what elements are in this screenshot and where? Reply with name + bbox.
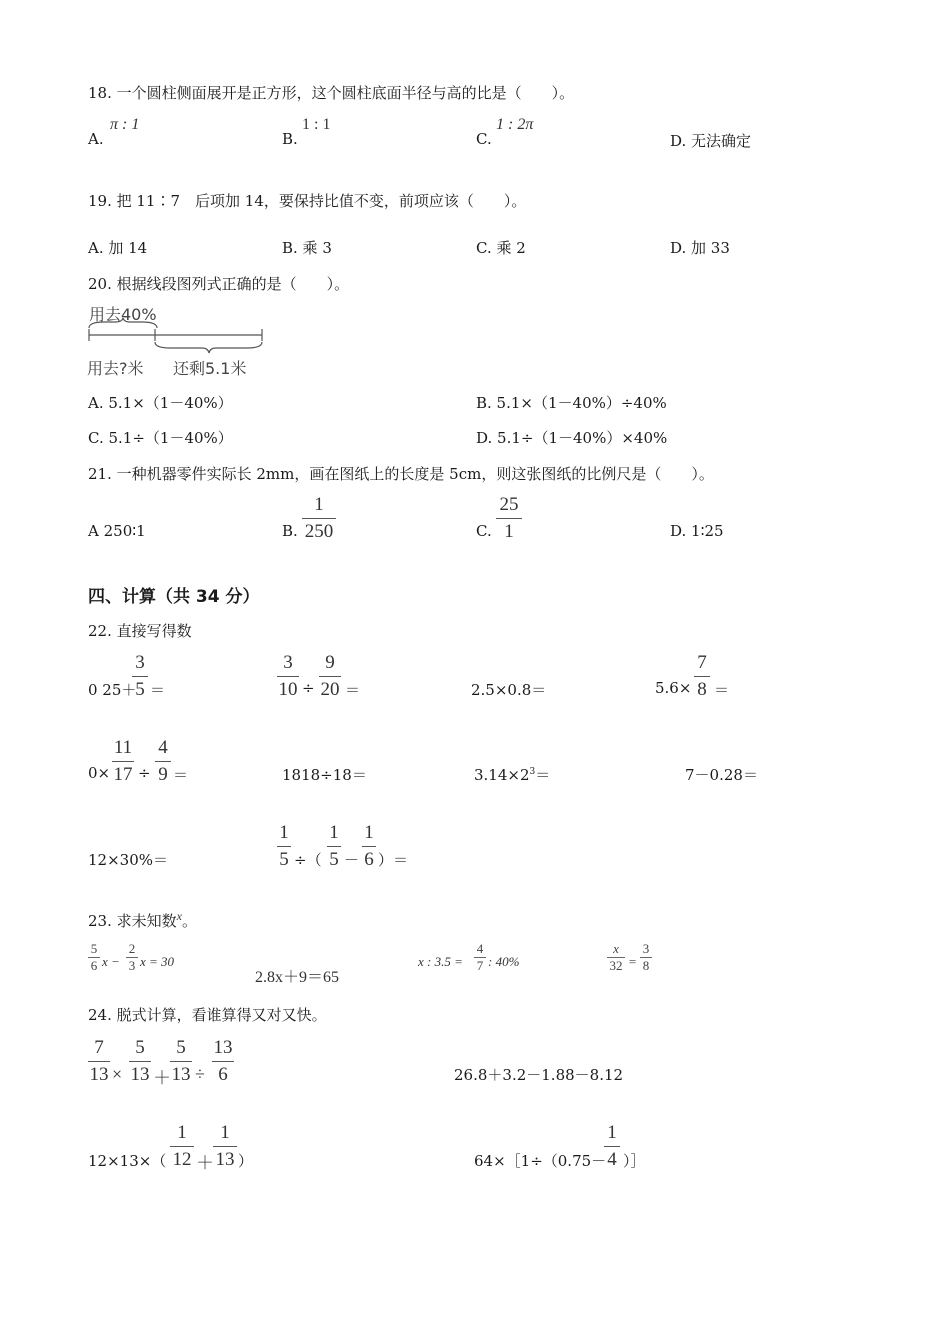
q22-e10-fraction-2 (327, 822, 341, 871)
fraction-bar (212, 1061, 234, 1062)
fraction-bar (277, 676, 299, 677)
numerator: 13 (213, 1037, 233, 1058)
numerator: 1 (607, 1122, 617, 1143)
q24-e3-fraction-2 (213, 1122, 237, 1171)
q22-e1-fraction (132, 652, 148, 701)
q24-e4-prefix: 64×［1÷（0.75－ (474, 1152, 607, 1170)
q20-diagram-top-label: 用去40% (89, 305, 157, 324)
q18-option-a-letter: A. (88, 130, 104, 148)
q20-top-brace (89, 318, 157, 328)
q22-e2-suffix: ＝ (345, 681, 361, 699)
fraction-bar (319, 676, 341, 677)
q22-e10-fraction-1 (277, 822, 291, 871)
q21-option-b-fraction (302, 494, 336, 543)
q18-stem: 18. 一个圆柱侧面展开是正方形，这个圆柱底面半径与高的比是（ ）。 (88, 84, 575, 102)
denominator: 32 (609, 958, 623, 973)
fraction-bar (604, 1146, 620, 1147)
fraction-bar (302, 518, 336, 519)
q22-e4-suffix: ＝ (714, 681, 730, 699)
q21-b-numerator: 1 (314, 494, 324, 515)
q23-stem-prefix: 23. 求未知数 (88, 912, 177, 930)
q24-e1-op-1: × (112, 1064, 123, 1084)
q23-eq4-equals: = (628, 954, 637, 969)
q22-e5-fraction-1 (112, 737, 134, 786)
q24-e1-fraction-2 (129, 1037, 151, 1086)
q21-stem: 21. 一种机器零件实际长 2mm，画在图纸上的长度是 5cm，则这张图纸的比例尺是（ ）。 (88, 465, 714, 483)
q22-e7 (474, 764, 550, 785)
q22-e4-fraction (694, 652, 710, 701)
q22-e7-suffix: ＝ (535, 766, 551, 784)
fraction-bar (155, 761, 171, 762)
numerator: 9 (325, 652, 335, 673)
q18-option-b-math: 1 : 1 (302, 116, 331, 133)
numerator: 1 (279, 822, 289, 843)
denominator: 17 (113, 764, 133, 785)
q20-bottom-brace (155, 342, 262, 353)
q23-eq1-fraction-2 (126, 942, 138, 973)
numerator: 7 (697, 652, 707, 673)
q23-stem-variable: x (176, 909, 182, 923)
numerator: 1 (329, 822, 339, 843)
denominator: 20 (320, 679, 340, 700)
fraction-bar (170, 1061, 192, 1062)
fraction-bar (694, 676, 710, 677)
q22-e4-prefix: 5.6× (655, 679, 692, 697)
q18-option-a (88, 130, 104, 148)
q23-eq1-term-1: x − (102, 954, 120, 969)
q24-e1-fraction-1 (88, 1037, 110, 1086)
q18-option-c-letter: C. (476, 130, 492, 148)
denominator: 8 (697, 679, 707, 700)
fraction-bar (170, 1146, 194, 1147)
q24-e4-fraction (604, 1122, 620, 1171)
denominator: 8 (642, 958, 650, 973)
q22-e7-exponent: 3 (529, 767, 536, 777)
fraction-bar (132, 676, 148, 677)
q19-option-c: C. 乘 2 (476, 239, 526, 257)
fraction-bar (362, 846, 376, 847)
fraction-bar (88, 1061, 110, 1062)
q20-diagram-right-label: 还剩5.1米 (173, 359, 247, 378)
numerator: 3 (642, 941, 650, 956)
denominator: 5 (135, 679, 145, 700)
q22-e5-operator: ÷ (138, 764, 151, 782)
denominator: 9 (158, 764, 168, 785)
q24-e1-fraction-3 (170, 1037, 192, 1086)
q20-option-c: C. 5.1÷（1－40%） (88, 429, 233, 447)
numerator: 2 (128, 941, 136, 956)
q22-e2-operator: ÷ (302, 679, 315, 697)
numerator: 4 (476, 941, 484, 956)
fraction-bar (213, 1146, 237, 1147)
denominator: 13 (171, 1064, 191, 1085)
numerator: 1 (177, 1122, 187, 1143)
q24-e3-suffix: ） (238, 1152, 254, 1170)
fraction-bar (496, 518, 522, 519)
q24-e1-op-3: ÷ (195, 1064, 205, 1084)
q22-e2-fraction-2 (319, 652, 341, 701)
q22-e10-suffix: ）＝ (378, 851, 409, 869)
numerator: 5 (176, 1037, 186, 1058)
denominator: 12 (172, 1149, 192, 1170)
q22-e3: 2.5×0.8＝ (471, 681, 547, 699)
q24-stem: 24. 脱式计算，看谁算得又对又快。 (88, 1006, 327, 1024)
denominator: 13 (215, 1149, 235, 1170)
q22-e9: 12×30%＝ (88, 851, 168, 869)
q23-eq3-term-2: : 40% (488, 954, 520, 969)
numerator: 1 (220, 1122, 230, 1143)
denominator: 6 (90, 958, 98, 973)
denominator: 3 (128, 958, 136, 973)
q23-eq3-term-1: x : 3.5 = (418, 954, 463, 969)
q22-e2-fraction-1 (277, 652, 299, 701)
q23-stem (88, 909, 197, 931)
q21-option-c-letter: C. (476, 522, 492, 540)
q24-e4-suffix: ）］ (623, 1152, 646, 1170)
numerator: 4 (158, 737, 168, 758)
section-4-title: 四、计算（共 34 分） (88, 587, 260, 607)
q23-eq2: 2.8x＋9＝65 (255, 969, 340, 986)
q23-eq1-term-2: x = 30 (140, 954, 175, 969)
q20-stem: 20. 根据线段图列式正确的是（ ）。 (88, 275, 350, 293)
q20-option-b: B. 5.1×（1－40%）÷40% (476, 394, 667, 412)
numerator: 11 (113, 737, 133, 758)
q22-stem: 22. 直接写得数 (88, 622, 192, 640)
q22-e6: 1818÷18＝ (282, 766, 367, 784)
q24-e1-op-2: ＋ (153, 1068, 171, 1088)
q19-option-d: D. 加 33 (670, 239, 730, 257)
fraction-bar (327, 846, 341, 847)
q21-c-numerator: 25 (499, 494, 519, 515)
q21-option-d: D. 1∶25 (670, 522, 724, 540)
q22-e5-prefix: 0× (88, 764, 111, 782)
q24-e2: 26.8＋3.2－1.88－8.12 (454, 1066, 624, 1084)
q18-option-b-letter: B. (282, 130, 298, 148)
numerator: 3 (135, 652, 145, 673)
q23-eq4-fraction-2 (640, 942, 652, 973)
q23-eq4-fraction-1 (607, 942, 625, 973)
numerator: 1 (364, 822, 374, 843)
q20-segment-diagram (84, 318, 269, 354)
q22-e5-fraction-2 (155, 737, 171, 786)
denominator: 6 (364, 849, 374, 870)
q22-e5-suffix: ＝ (173, 766, 189, 784)
q18-option-d: D. 无法确定 (670, 132, 752, 150)
denominator: 6 (218, 1064, 228, 1085)
denominator: 10 (278, 679, 298, 700)
fraction-bar (277, 846, 291, 847)
fraction-bar (112, 761, 134, 762)
q22-e1-prefix: 0 25＋ (88, 681, 137, 699)
q19-stem: 19. 把 11∶7 后项加 14，要保持比值不变，前项应该（ ）。 (88, 192, 527, 210)
fraction-bar (129, 1061, 151, 1062)
q20-option-d: D. 5.1÷（1－40%）×40% (476, 429, 668, 447)
q21-option-b-letter: B. (282, 522, 298, 540)
numerator: 5 (90, 941, 98, 956)
q19-option-a: A. 加 14 (88, 239, 148, 257)
numerator: 7 (94, 1037, 104, 1058)
q19-option-b: B. 乘 3 (282, 239, 332, 257)
q22-e10-fraction-3 (362, 822, 376, 871)
q22-e10-minus: － (344, 851, 360, 869)
q24-e1-fraction-4 (212, 1037, 234, 1086)
q22-e7-base: 3.14×2 (474, 766, 530, 784)
numerator: x (613, 941, 619, 956)
q20-diagram-left-label: 用去?米 (87, 359, 144, 378)
q21-option-a: A 250∶1 (88, 522, 146, 540)
denominator: 5 (329, 849, 339, 870)
q23-eq3-fraction (474, 942, 486, 973)
q24-e3-fraction-1 (170, 1122, 194, 1171)
denominator: 13 (89, 1064, 109, 1085)
q18-option-c-math: 1 : 2π (496, 116, 534, 133)
q24-e3-operator: ＋ (196, 1153, 214, 1173)
q23-stem-suffix: 。 (181, 912, 197, 930)
q22-e1-suffix: ＝ (150, 681, 166, 699)
numerator: 5 (135, 1037, 145, 1058)
q20-option-a: A. 5.1×（1－40%） (88, 394, 233, 412)
q21-c-denominator: 1 (504, 521, 514, 542)
denominator: 4 (607, 1149, 617, 1170)
denominator: 5 (279, 849, 289, 870)
numerator: 3 (283, 652, 293, 673)
q22-e10-operator: ÷（ (294, 851, 322, 869)
q21-option-c-fraction (496, 494, 522, 543)
q18-option-a-math: π : 1 (110, 116, 140, 133)
q22-e8: 7－0.28＝ (685, 766, 758, 784)
denominator: 7 (476, 958, 484, 973)
q24-e3-prefix: 12×13×（ (88, 1152, 167, 1170)
q21-b-denominator: 250 (304, 521, 334, 542)
q23-eq1-fraction-1 (88, 942, 100, 973)
denominator: 13 (130, 1064, 150, 1085)
